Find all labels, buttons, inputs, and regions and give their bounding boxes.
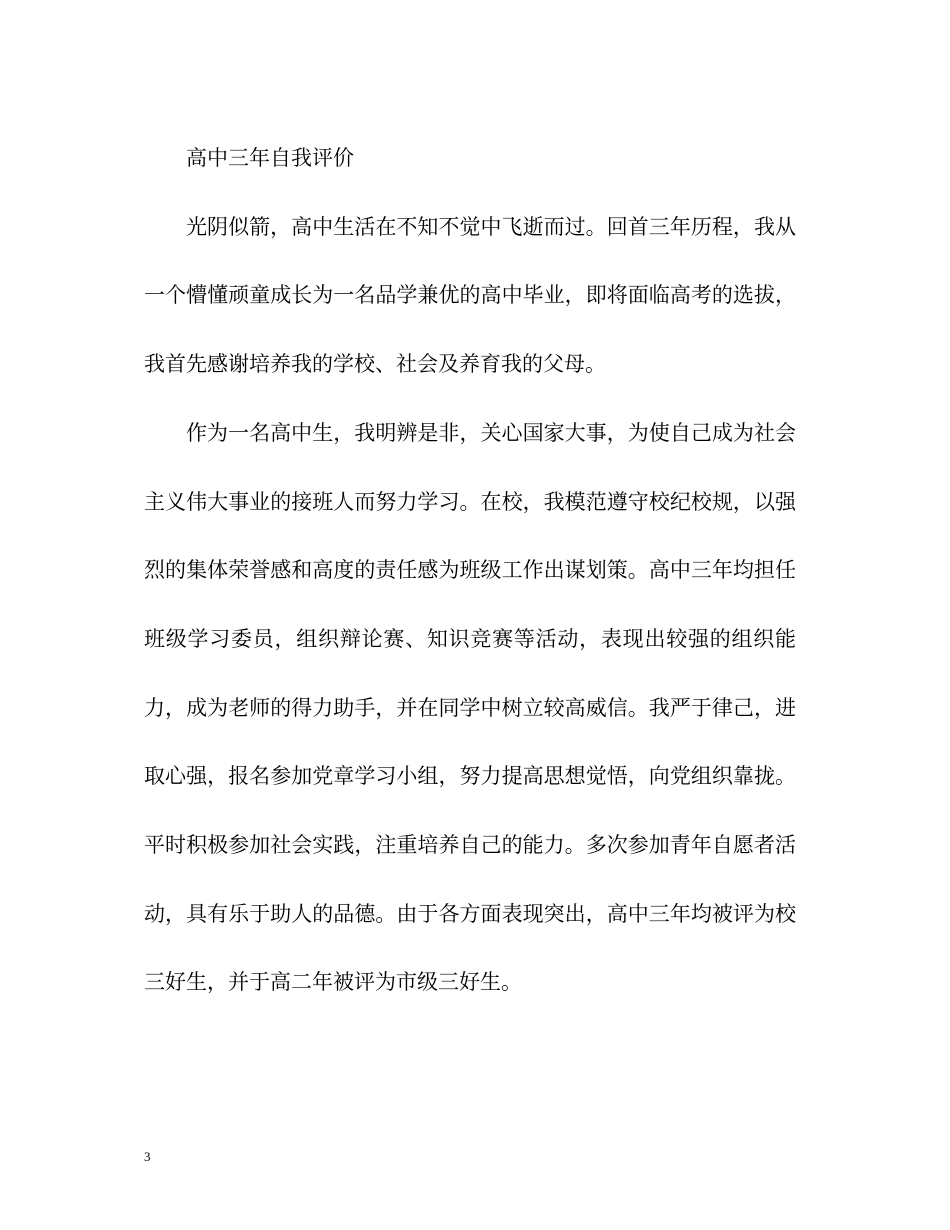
paragraph-2: 作为一名高中生，我明辨是非，关心国家大事，为使自己成为社会主义伟大事业的接班人而努力学习。在校，我模范遵守校纪校规，以强烈的集体荣誉感和高度的责任感为班级工作出谋划策。高中三年均担任班级学习委员，组织辩论赛、知识竞赛等活动，表现出较强的组织能力，成为老师的得力助手，并在同学中树立较高威信。我严于律己，进取心强，报名参加党章学习小组，努力提高思想觉悟，向党组织靠拢。平时积极参加社会实践，注重培养自己的能力。多次参加青年自愿者活动，具有乐于助人的品德。由于各方面表现突出，高中三年均被评为校三好生，并于高二年被评为市级三好生。 [144, 420, 796, 995]
document-title: 高中三年自我评价 [186, 146, 354, 170]
page-number: 3 [144, 1149, 151, 1164]
paragraph-1: 光阴似箭，高中生活在不知不觉中飞逝而过。回首三年历程，我从一个懵懂顽童成长为一名品学兼优的高中毕业，即将面临高考的选拔，我首先感谢培养我的学校、社会及养育我的父母。 [144, 214, 796, 377]
document-body [144, 124, 796, 1017]
